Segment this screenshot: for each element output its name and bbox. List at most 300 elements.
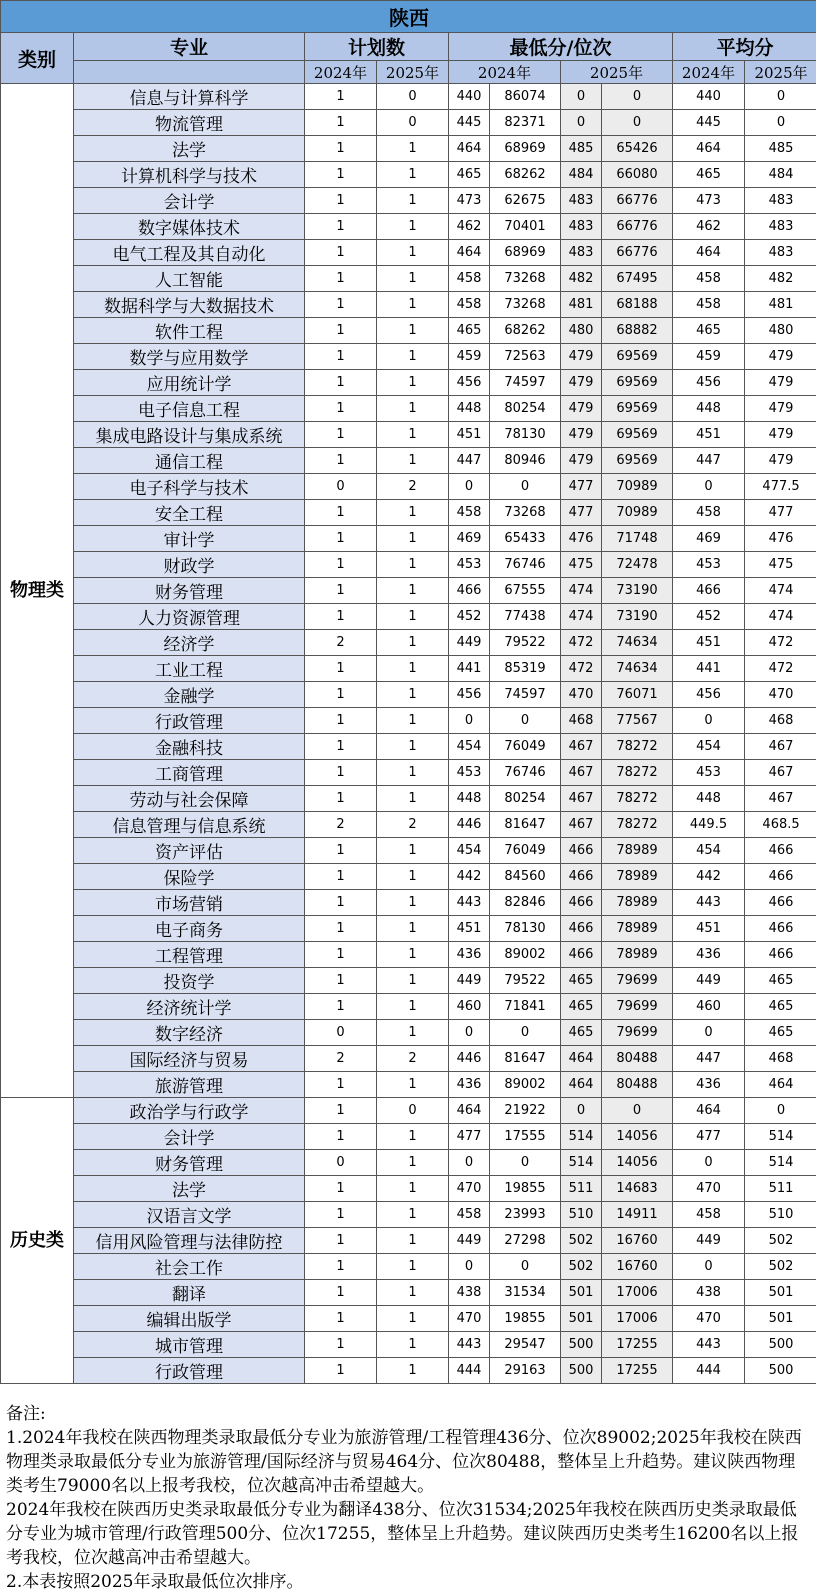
cell-min-rank-2025: 71748	[602, 526, 673, 552]
table-row	[1, 864, 816, 890]
cell-major: 物流管理	[74, 110, 305, 136]
cell-avg-2024: 447	[673, 1046, 745, 1072]
cell-min-score-2025: 502	[561, 1228, 602, 1254]
cell-major: 电子科学与技术	[74, 474, 305, 500]
cell-avg-2024: 0	[673, 708, 745, 734]
cell-min-rank-2025: 73190	[602, 578, 673, 604]
cell-plan-2025: 1	[377, 1306, 449, 1332]
cell-min-rank-2025: 79699	[602, 968, 673, 994]
cell-min-rank-2025: 69569	[602, 396, 673, 422]
cell-avg-2025: 482	[745, 266, 816, 292]
cell-avg-2025: 477	[745, 500, 816, 526]
cell-min-score-2024: 438	[449, 1280, 490, 1306]
cell-min-rank-2025: 0	[602, 1098, 673, 1124]
cell-major: 会计学	[74, 188, 305, 214]
cell-min-rank-2025: 66776	[602, 188, 673, 214]
cell-min-rank-2024: 17555	[490, 1124, 561, 1150]
table-row	[1, 448, 816, 474]
cell-min-score-2025: 464	[561, 1072, 602, 1098]
cell-plan-2024: 1	[305, 136, 377, 162]
cell-min-rank-2024: 0	[490, 1150, 561, 1176]
cell-avg-2025: 464	[745, 1072, 816, 1098]
cell-min-score-2025: 484	[561, 162, 602, 188]
table-row	[1, 110, 816, 136]
cell-plan-2025: 1	[377, 370, 449, 396]
cell-min-rank-2025: 69569	[602, 448, 673, 474]
cell-avg-2024: 477	[673, 1124, 745, 1150]
cell-min-rank-2025: 79699	[602, 994, 673, 1020]
note-physics: 1.2024年我校在陕西物理类录取最低分专业为旅游管理/工程管理436分、位次89002;2025年我校在陕西物理类录取最低分专业为旅游管理/国际经济与贸易464分、位次80488，整体呈上升趋势。建议陕西物理类考生79000名以上报考我校，位次越高冲击希望越大。	[6, 1426, 810, 1498]
cell-avg-2024: 458	[673, 500, 745, 526]
cell-min-score-2024: 473	[449, 188, 490, 214]
table-row	[1, 370, 816, 396]
cell-plan-2024: 1	[305, 656, 377, 682]
cell-plan-2025: 1	[377, 1020, 449, 1046]
table-row	[1, 500, 816, 526]
table-row	[1, 474, 816, 500]
cell-plan-2025: 1	[377, 344, 449, 370]
cell-avg-2025: 472	[745, 630, 816, 656]
cell-min-rank-2024: 71841	[490, 994, 561, 1020]
table-title: 陕西	[1, 1, 816, 33]
cell-min-score-2024: 469	[449, 526, 490, 552]
cell-min-score-2024: 0	[449, 1020, 490, 1046]
cell-min-rank-2025: 14683	[602, 1176, 673, 1202]
cell-avg-2025: 500	[745, 1358, 816, 1384]
cell-avg-2024: 441	[673, 656, 745, 682]
cell-avg-2024: 458	[673, 1202, 745, 1228]
cell-min-score-2025: 502	[561, 1254, 602, 1280]
cell-major: 信用风险管理与法律防控	[74, 1228, 305, 1254]
table-row	[1, 942, 816, 968]
cell-min-score-2024: 442	[449, 864, 490, 890]
cell-plan-2025: 1	[377, 422, 449, 448]
cell-min-rank-2024: 72563	[490, 344, 561, 370]
cell-min-score-2025: 475	[561, 552, 602, 578]
cell-min-score-2024: 451	[449, 422, 490, 448]
cell-min-rank-2025: 17006	[602, 1280, 673, 1306]
cell-min-score-2024: 448	[449, 786, 490, 812]
cell-avg-2024: 456	[673, 682, 745, 708]
table-row	[1, 1098, 816, 1124]
cell-plan-2025: 1	[377, 214, 449, 240]
table-row	[1, 552, 816, 578]
cell-avg-2025: 479	[745, 422, 816, 448]
cell-plan-2024: 1	[305, 1176, 377, 1202]
cell-plan-2025: 1	[377, 526, 449, 552]
table-row	[1, 890, 816, 916]
cell-avg-2025: 483	[745, 240, 816, 266]
cell-plan-2024: 2	[305, 812, 377, 838]
table-row	[1, 1280, 816, 1306]
cell-avg-2024: 448	[673, 786, 745, 812]
cell-avg-2024: 443	[673, 1332, 745, 1358]
table-row	[1, 292, 816, 318]
cell-avg-2025: 477.5	[745, 474, 816, 500]
cell-plan-2024: 1	[305, 1202, 377, 1228]
cell-min-score-2024: 460	[449, 994, 490, 1020]
table-row	[1, 344, 816, 370]
table-row	[1, 240, 816, 266]
cell-avg-2025: 468.5	[745, 812, 816, 838]
cell-plan-2024: 1	[305, 1358, 377, 1384]
cell-min-score-2024: 462	[449, 214, 490, 240]
cell-min-score-2024: 449	[449, 1228, 490, 1254]
cell-min-rank-2025: 17255	[602, 1358, 673, 1384]
cell-min-score-2025: 464	[561, 1046, 602, 1072]
cell-avg-2024: 470	[673, 1176, 745, 1202]
cell-avg-2025: 511	[745, 1176, 816, 1202]
header-category: 类别	[1, 33, 74, 84]
table-row	[1, 422, 816, 448]
cell-min-rank-2024: 80254	[490, 396, 561, 422]
cell-min-rank-2024: 27298	[490, 1228, 561, 1254]
cell-plan-2025: 1	[377, 1176, 449, 1202]
cell-major: 经济学	[74, 630, 305, 656]
cell-min-rank-2024: 74597	[490, 682, 561, 708]
cell-avg-2025: 468	[745, 1046, 816, 1072]
cell-avg-2025: 467	[745, 760, 816, 786]
cell-major: 数字经济	[74, 1020, 305, 1046]
cell-avg-2024: 451	[673, 422, 745, 448]
cell-major: 电子商务	[74, 916, 305, 942]
cell-min-score-2024: 441	[449, 656, 490, 682]
cell-major: 会计学	[74, 1124, 305, 1150]
cell-min-rank-2025: 17006	[602, 1306, 673, 1332]
cell-plan-2024: 1	[305, 1306, 377, 1332]
table-row	[1, 656, 816, 682]
header-major-sub	[74, 61, 305, 84]
cell-major: 电气工程及其自动化	[74, 240, 305, 266]
cell-min-rank-2024: 86074	[490, 84, 561, 110]
cell-plan-2024: 1	[305, 266, 377, 292]
cell-min-rank-2025: 14911	[602, 1202, 673, 1228]
cell-plan-2025: 1	[377, 1202, 449, 1228]
table-row	[1, 136, 816, 162]
cell-plan-2024: 1	[305, 1280, 377, 1306]
cell-min-rank-2025: 73190	[602, 604, 673, 630]
cell-avg-2024: 456	[673, 370, 745, 396]
cell-plan-2025: 1	[377, 578, 449, 604]
cell-min-score-2025: 480	[561, 318, 602, 344]
cell-plan-2025: 1	[377, 1254, 449, 1280]
cell-avg-2025: 479	[745, 344, 816, 370]
cell-avg-2025: 501	[745, 1306, 816, 1332]
table-row	[1, 526, 816, 552]
cell-avg-2025: 483	[745, 214, 816, 240]
cell-min-score-2024: 458	[449, 1202, 490, 1228]
cell-avg-2024: 442	[673, 864, 745, 890]
cell-min-score-2025: 481	[561, 292, 602, 318]
cell-min-rank-2024: 29547	[490, 1332, 561, 1358]
cell-avg-2024: 440	[673, 84, 745, 110]
cell-plan-2024: 1	[305, 578, 377, 604]
cell-min-rank-2024: 68262	[490, 162, 561, 188]
cell-min-score-2024: 470	[449, 1306, 490, 1332]
table-row	[1, 578, 816, 604]
cell-min-rank-2024: 73268	[490, 292, 561, 318]
cell-plan-2024: 1	[305, 916, 377, 942]
cell-plan-2024: 1	[305, 890, 377, 916]
cell-avg-2024: 0	[673, 474, 745, 500]
cell-avg-2024: 447	[673, 448, 745, 474]
table-row	[1, 1228, 816, 1254]
cell-min-rank-2025: 74634	[602, 656, 673, 682]
cell-plan-2025: 2	[377, 1046, 449, 1072]
cell-avg-2025: 510	[745, 1202, 816, 1228]
cell-avg-2024: 466	[673, 578, 745, 604]
cell-min-score-2025: 501	[561, 1306, 602, 1332]
cell-avg-2024: 459	[673, 344, 745, 370]
cell-avg-2024: 469	[673, 526, 745, 552]
cell-min-score-2024: 0	[449, 474, 490, 500]
cell-min-rank-2024: 78130	[490, 916, 561, 942]
cell-min-rank-2025: 78989	[602, 942, 673, 968]
cell-min-score-2024: 446	[449, 812, 490, 838]
cell-min-score-2025: 465	[561, 994, 602, 1020]
cell-avg-2025: 466	[745, 838, 816, 864]
cell-plan-2025: 1	[377, 448, 449, 474]
cell-plan-2025: 1	[377, 1280, 449, 1306]
cell-major: 汉语言文学	[74, 1202, 305, 1228]
cell-min-score-2025: 514	[561, 1150, 602, 1176]
cell-min-rank-2024: 82846	[490, 890, 561, 916]
cell-min-score-2025: 500	[561, 1358, 602, 1384]
note-sorting: 2.本表按照2025年录取最低位次排序。	[6, 1570, 810, 1594]
cell-major: 金融学	[74, 682, 305, 708]
cell-min-score-2024: 458	[449, 266, 490, 292]
cell-major: 投资学	[74, 968, 305, 994]
cell-min-rank-2024: 76049	[490, 838, 561, 864]
cell-plan-2025: 0	[377, 1098, 449, 1124]
cell-min-score-2025: 472	[561, 656, 602, 682]
cell-major: 行政管理	[74, 1358, 305, 1384]
cell-major: 编辑出版学	[74, 1306, 305, 1332]
category-label: 历史类	[1, 1098, 74, 1384]
cell-major: 保险学	[74, 864, 305, 890]
cell-min-rank-2024: 77438	[490, 604, 561, 630]
cell-avg-2024: 436	[673, 1072, 745, 1098]
cell-major: 社会工作	[74, 1254, 305, 1280]
cell-min-score-2024: 0	[449, 1150, 490, 1176]
cell-avg-2024: 453	[673, 760, 745, 786]
cell-major: 市场营销	[74, 890, 305, 916]
cell-min-score-2024: 456	[449, 682, 490, 708]
cell-min-rank-2025: 78989	[602, 916, 673, 942]
cell-min-rank-2024: 67555	[490, 578, 561, 604]
cell-min-rank-2024: 76746	[490, 760, 561, 786]
cell-avg-2024: 454	[673, 838, 745, 864]
cell-avg-2024: 451	[673, 630, 745, 656]
table-row	[1, 1202, 816, 1228]
cell-plan-2024: 1	[305, 422, 377, 448]
cell-plan-2025: 1	[377, 734, 449, 760]
cell-major: 法学	[74, 136, 305, 162]
cell-major: 人工智能	[74, 266, 305, 292]
cell-min-score-2025: 483	[561, 214, 602, 240]
cell-avg-2025: 501	[745, 1280, 816, 1306]
cell-min-score-2024: 459	[449, 344, 490, 370]
cell-min-rank-2025: 78989	[602, 890, 673, 916]
cell-min-rank-2024: 78130	[490, 422, 561, 448]
cell-avg-2025: 514	[745, 1150, 816, 1176]
cell-min-score-2025: 479	[561, 396, 602, 422]
cell-min-rank-2024: 23993	[490, 1202, 561, 1228]
cell-major: 旅游管理	[74, 1072, 305, 1098]
cell-min-rank-2025: 66080	[602, 162, 673, 188]
cell-major: 行政管理	[74, 708, 305, 734]
cell-plan-2024: 1	[305, 708, 377, 734]
cell-avg-2025: 475	[745, 552, 816, 578]
cell-min-rank-2025: 17255	[602, 1332, 673, 1358]
cell-avg-2025: 0	[745, 110, 816, 136]
cell-avg-2024: 458	[673, 292, 745, 318]
cell-plan-2024: 1	[305, 162, 377, 188]
cell-min-score-2024: 454	[449, 734, 490, 760]
cell-plan-2025: 1	[377, 500, 449, 526]
cell-avg-2025: 0	[745, 84, 816, 110]
header-plan-2024: 2024年	[305, 61, 377, 84]
cell-major: 数字媒体技术	[74, 214, 305, 240]
cell-major: 翻译	[74, 1280, 305, 1306]
cell-major: 数学与应用数学	[74, 344, 305, 370]
cell-plan-2024: 1	[305, 552, 377, 578]
cell-min-rank-2025: 79699	[602, 1020, 673, 1046]
cell-min-score-2025: 466	[561, 916, 602, 942]
cell-plan-2025: 1	[377, 942, 449, 968]
cell-major: 通信工程	[74, 448, 305, 474]
cell-plan-2025: 1	[377, 760, 449, 786]
cell-min-rank-2025: 78272	[602, 812, 673, 838]
table-row	[1, 1358, 816, 1384]
cell-min-score-2024: 465	[449, 162, 490, 188]
cell-plan-2024: 1	[305, 1228, 377, 1254]
cell-min-score-2024: 449	[449, 630, 490, 656]
cell-plan-2024: 1	[305, 604, 377, 630]
table-row	[1, 916, 816, 942]
cell-plan-2025: 1	[377, 1150, 449, 1176]
cell-major: 安全工程	[74, 500, 305, 526]
table-row	[1, 968, 816, 994]
cell-avg-2025: 480	[745, 318, 816, 344]
cell-min-rank-2024: 89002	[490, 1072, 561, 1098]
cell-avg-2024: 0	[673, 1150, 745, 1176]
cell-avg-2024: 451	[673, 916, 745, 942]
cell-min-score-2024: 454	[449, 838, 490, 864]
cell-plan-2024: 1	[305, 864, 377, 890]
cell-plan-2025: 1	[377, 890, 449, 916]
cell-avg-2025: 466	[745, 916, 816, 942]
cell-avg-2025: 479	[745, 396, 816, 422]
cell-plan-2024: 1	[305, 526, 377, 552]
cell-min-rank-2025: 0	[602, 84, 673, 110]
header-plan-2025: 2025年	[377, 61, 449, 84]
cell-min-score-2024: 445	[449, 110, 490, 136]
cell-avg-2024: 458	[673, 266, 745, 292]
cell-min-rank-2024: 73268	[490, 266, 561, 292]
cell-avg-2025: 514	[745, 1124, 816, 1150]
cell-min-score-2025: 467	[561, 786, 602, 812]
cell-avg-2025: 479	[745, 448, 816, 474]
cell-avg-2024: 462	[673, 214, 745, 240]
cell-min-score-2024: 464	[449, 136, 490, 162]
cell-min-rank-2024: 68969	[490, 240, 561, 266]
cell-min-rank-2025: 70989	[602, 474, 673, 500]
cell-plan-2025: 1	[377, 630, 449, 656]
cell-avg-2024: 453	[673, 552, 745, 578]
cell-avg-2025: 468	[745, 708, 816, 734]
cell-min-rank-2024: 19855	[490, 1306, 561, 1332]
cell-min-score-2025: 467	[561, 734, 602, 760]
cell-avg-2025: 483	[745, 188, 816, 214]
cell-min-rank-2025: 74634	[602, 630, 673, 656]
cell-min-score-2024: 458	[449, 500, 490, 526]
cell-plan-2024: 1	[305, 500, 377, 526]
cell-min-score-2024: 447	[449, 448, 490, 474]
cell-plan-2024: 1	[305, 682, 377, 708]
cell-avg-2025: 466	[745, 942, 816, 968]
cell-avg-2024: 436	[673, 942, 745, 968]
header-major: 专业	[74, 33, 305, 61]
table-row	[1, 604, 816, 630]
cell-min-rank-2025: 68188	[602, 292, 673, 318]
cell-min-score-2025: 500	[561, 1332, 602, 1358]
table-row	[1, 1072, 816, 1098]
cell-avg-2025: 466	[745, 864, 816, 890]
cell-min-rank-2024: 70401	[490, 214, 561, 240]
cell-avg-2024: 464	[673, 1098, 745, 1124]
cell-min-score-2025: 501	[561, 1280, 602, 1306]
cell-major: 劳动与社会保障	[74, 786, 305, 812]
cell-avg-2024: 449.5	[673, 812, 745, 838]
cell-major: 信息管理与信息系统	[74, 812, 305, 838]
cell-plan-2025: 0	[377, 84, 449, 110]
cell-plan-2024: 1	[305, 968, 377, 994]
cell-plan-2024: 1	[305, 942, 377, 968]
table-row	[1, 214, 816, 240]
cell-min-rank-2025: 14056	[602, 1124, 673, 1150]
cell-min-score-2025: 479	[561, 344, 602, 370]
cell-plan-2025: 1	[377, 682, 449, 708]
header-plan: 计划数	[305, 33, 449, 61]
table-row	[1, 1020, 816, 1046]
header-average: 平均分	[673, 33, 816, 61]
cell-plan-2025: 1	[377, 1072, 449, 1098]
cell-min-score-2025: 485	[561, 136, 602, 162]
cell-major: 电子信息工程	[74, 396, 305, 422]
cell-min-rank-2024: 29163	[490, 1358, 561, 1384]
cell-major: 数据科学与大数据技术	[74, 292, 305, 318]
cell-min-rank-2024: 68969	[490, 136, 561, 162]
cell-min-score-2025: 472	[561, 630, 602, 656]
cell-min-rank-2024: 68262	[490, 318, 561, 344]
cell-avg-2024: 470	[673, 1306, 745, 1332]
cell-min-rank-2025: 66776	[602, 214, 673, 240]
cell-min-rank-2024: 82371	[490, 110, 561, 136]
notes-section	[0, 1384, 816, 1594]
cell-plan-2025: 1	[377, 994, 449, 1020]
cell-min-rank-2025: 67495	[602, 266, 673, 292]
cell-major: 财政学	[74, 552, 305, 578]
cell-min-score-2024: 436	[449, 1072, 490, 1098]
cell-min-rank-2024: 0	[490, 474, 561, 500]
cell-avg-2024: 0	[673, 1020, 745, 1046]
cell-min-score-2024: 465	[449, 318, 490, 344]
cell-major: 审计学	[74, 526, 305, 552]
table-row	[1, 1150, 816, 1176]
cell-min-rank-2024: 85319	[490, 656, 561, 682]
cell-plan-2024: 1	[305, 734, 377, 760]
